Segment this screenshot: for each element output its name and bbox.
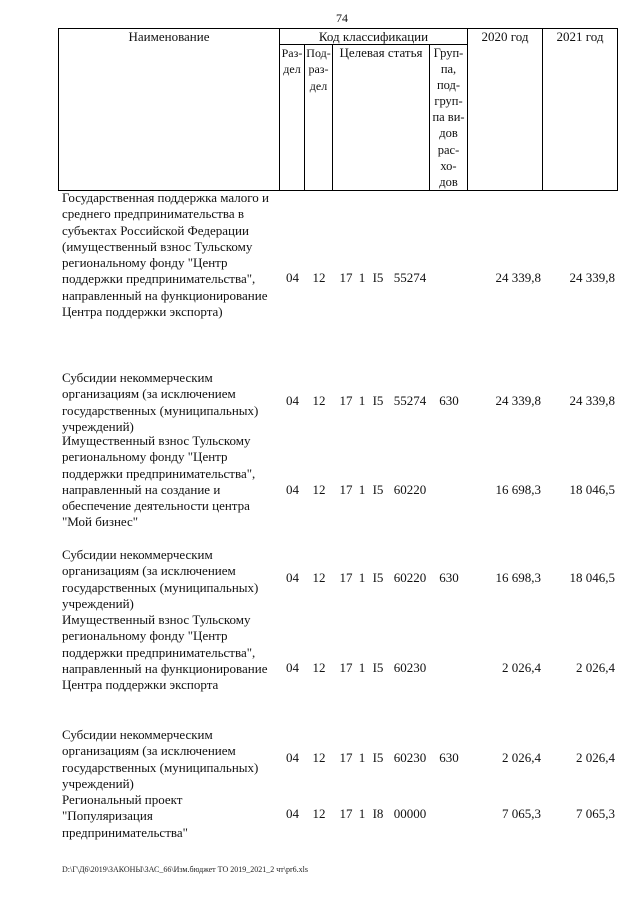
razdel-code: 04: [286, 806, 299, 821]
row-name: [62, 547, 278, 612]
amount-2020: 16 698,3: [495, 570, 541, 585]
header-year-2021-label: 2021 год: [556, 29, 604, 44]
row-name-line: государственных (муниципальных): [62, 759, 259, 775]
target-code-part: 17: [339, 806, 353, 821]
header-code-title: [280, 29, 468, 45]
amount-2020: 7 065,3: [502, 806, 541, 821]
razdel-code: 04: [286, 570, 299, 585]
group-code: 630: [439, 570, 459, 585]
row-name-line: Центра поддержки экспорта: [62, 677, 219, 693]
razdel-code: 04: [286, 482, 299, 497]
podrazdel-code: 12: [312, 270, 326, 285]
podrazdel-code: 12: [312, 750, 326, 765]
header-year-2020: [468, 29, 543, 190]
amount-2021: 2 026,4: [576, 750, 615, 765]
header-group-line: груп-: [434, 94, 463, 109]
row-name-line: региональному фонду "Центр: [62, 628, 228, 644]
header-podrazdel: [305, 45, 333, 190]
group-code: 630: [439, 750, 459, 765]
target-code-part: 60230: [393, 750, 427, 765]
header-year-2021: [543, 29, 617, 190]
podrazdel-code: 12: [312, 570, 326, 585]
row-name-line: государственных (муниципальных): [62, 579, 259, 595]
row-name-line: поддержки предпринимательства",: [62, 644, 256, 660]
header-target-label: Целевая статья: [339, 45, 423, 60]
razdel-code: 04: [286, 750, 299, 765]
row-name-line: региональному фонду "Центр: [62, 449, 228, 465]
amount-2020: 16 698,3: [495, 482, 541, 497]
footer-file-path: D:\Г\Д6\2019\ЗАКОНЫ\ЗАС_66\Изм.бюджет ТО 2019_2021_2 чт\pr6.xls: [62, 865, 308, 874]
header-group-line: па ви-: [432, 110, 465, 125]
row-name-line: "Популяризация: [62, 808, 153, 824]
row-name-line: региональному фонду "Центр: [62, 255, 228, 271]
razdel-code: 04: [286, 270, 299, 285]
row-name-line: учреждений): [62, 418, 134, 434]
target-code-part: 1: [358, 270, 366, 285]
header-razdel-line: дел: [283, 62, 301, 77]
target-code-part: 1: [358, 806, 366, 821]
header-group-line: дов: [439, 126, 458, 141]
row-name-line: Имущественный взнос Тульскому: [62, 433, 251, 448]
amount-2021: 24 339,8: [569, 270, 615, 285]
header-razdel: [280, 45, 305, 190]
header-code-title-label: Код классификации: [318, 29, 429, 44]
row-name-line: организациям (за исключением: [62, 563, 236, 579]
row-name-line: направленный на функционирование: [62, 660, 268, 676]
target-code-part: 17: [339, 482, 353, 497]
row-name: [62, 370, 278, 435]
target-code-part: 17: [339, 660, 353, 675]
row-name-line: учреждений): [62, 775, 134, 791]
target-code-part: 1: [358, 393, 366, 408]
header-podrazdel-line: Под-: [306, 46, 331, 60]
amount-2020: 2 026,4: [502, 660, 541, 675]
header-name: [59, 29, 280, 190]
row-name-line: Центра поддержки экспорта): [62, 304, 223, 320]
header-group-line: па,: [440, 62, 457, 77]
header-razdel-line: Раз-: [281, 46, 303, 60]
target-code-part: 17: [339, 750, 353, 765]
row-name: [62, 190, 278, 320]
target-code-part: I5: [372, 660, 384, 675]
target-code-part: 60220: [393, 482, 427, 497]
target-code-part: I5: [372, 393, 384, 408]
row-name: [62, 792, 278, 841]
row-name-line: Субсидии некоммерческим: [62, 727, 213, 742]
row-name-line: учреждений): [62, 595, 134, 611]
row-name-line: предпринимательства": [62, 824, 188, 840]
row-name-line: среднего предпринимательства в: [62, 206, 244, 222]
header-group-line: под-: [436, 78, 461, 93]
podrazdel-code: 12: [312, 482, 326, 497]
row-name: [62, 433, 278, 531]
table-header: [58, 28, 618, 191]
row-name-line: обеспечение деятельности центра: [62, 498, 250, 514]
razdel-code: 04: [286, 660, 299, 675]
target-code-part: 17: [339, 393, 353, 408]
header-group-line: рас-: [437, 142, 460, 157]
row-name: [62, 727, 278, 792]
row-name-line: Субсидии некоммерческим: [62, 370, 213, 385]
target-code-part: 1: [358, 660, 366, 675]
row-name-line: государственных (муниципальных): [62, 402, 259, 418]
row-name-line: "Мой бизнес": [62, 514, 139, 530]
target-code-part: 1: [358, 570, 366, 585]
header-group-line: дов: [439, 174, 458, 189]
amount-2021: 18 046,5: [569, 570, 615, 585]
row-name-line: Субсидии некоммерческим: [62, 547, 213, 562]
row-name-line: Государственная поддержка малого и: [62, 190, 269, 205]
amount-2020: 2 026,4: [502, 750, 541, 765]
row-name-line: субъектах Российской Федерации: [62, 222, 249, 238]
target-code-part: I5: [372, 750, 384, 765]
row-name-line: поддержки предпринимательства",: [62, 465, 256, 481]
row-name-line: направленный на функционирование: [62, 287, 268, 303]
target-code-part: I5: [372, 482, 384, 497]
target-code-part: 17: [339, 570, 353, 585]
amount-2021: 7 065,3: [576, 806, 615, 821]
amount-2021: 2 026,4: [576, 660, 615, 675]
podrazdel-code: 12: [312, 393, 326, 408]
target-code-part: I5: [372, 270, 384, 285]
target-code-part: 55274: [393, 393, 427, 408]
group-code: 630: [439, 393, 459, 408]
target-code-part: I8: [372, 806, 384, 821]
amount-2020: 24 339,8: [495, 270, 541, 285]
podrazdel-code: 12: [312, 806, 326, 821]
header-podrazdel-line: раз-: [308, 62, 329, 77]
target-code-part: I5: [372, 570, 384, 585]
row-name: [62, 612, 278, 693]
header-target: [333, 45, 430, 190]
target-code-part: 55274: [393, 270, 427, 285]
row-name-line: поддержки предпринимательства",: [62, 271, 256, 287]
header-name-label: Наименование: [128, 29, 210, 44]
target-code-part: 00000: [393, 806, 427, 821]
podrazdel-code: 12: [312, 660, 326, 675]
header-group-line: хо-: [440, 158, 457, 173]
header-year-2020-label: 2020 год: [481, 29, 529, 44]
header-group: [430, 45, 468, 190]
target-code-part: 60230: [393, 660, 427, 675]
amount-2021: 24 339,8: [569, 393, 615, 408]
row-name-line: (имущественный взнос Тульскому: [62, 238, 253, 254]
header-group-line: Груп-: [433, 46, 464, 60]
razdel-code: 04: [286, 393, 299, 408]
amount-2020: 24 339,8: [495, 393, 541, 408]
header-podrazdel-line: дел: [309, 78, 328, 93]
target-code-part: 17: [339, 270, 353, 285]
target-code-part: 60220: [393, 570, 427, 585]
row-name-line: Региональный проект: [62, 792, 183, 807]
row-name-line: направленный на создание и: [62, 481, 221, 497]
row-name-line: организациям (за исключением: [62, 386, 236, 402]
row-name-line: организациям (за исключением: [62, 743, 236, 759]
row-name-line: Имущественный взнос Тульскому: [62, 612, 251, 627]
amount-2021: 18 046,5: [569, 482, 615, 497]
page-number: 74: [336, 11, 348, 25]
target-code-part: 1: [358, 482, 366, 497]
target-code-part: 1: [358, 750, 366, 765]
